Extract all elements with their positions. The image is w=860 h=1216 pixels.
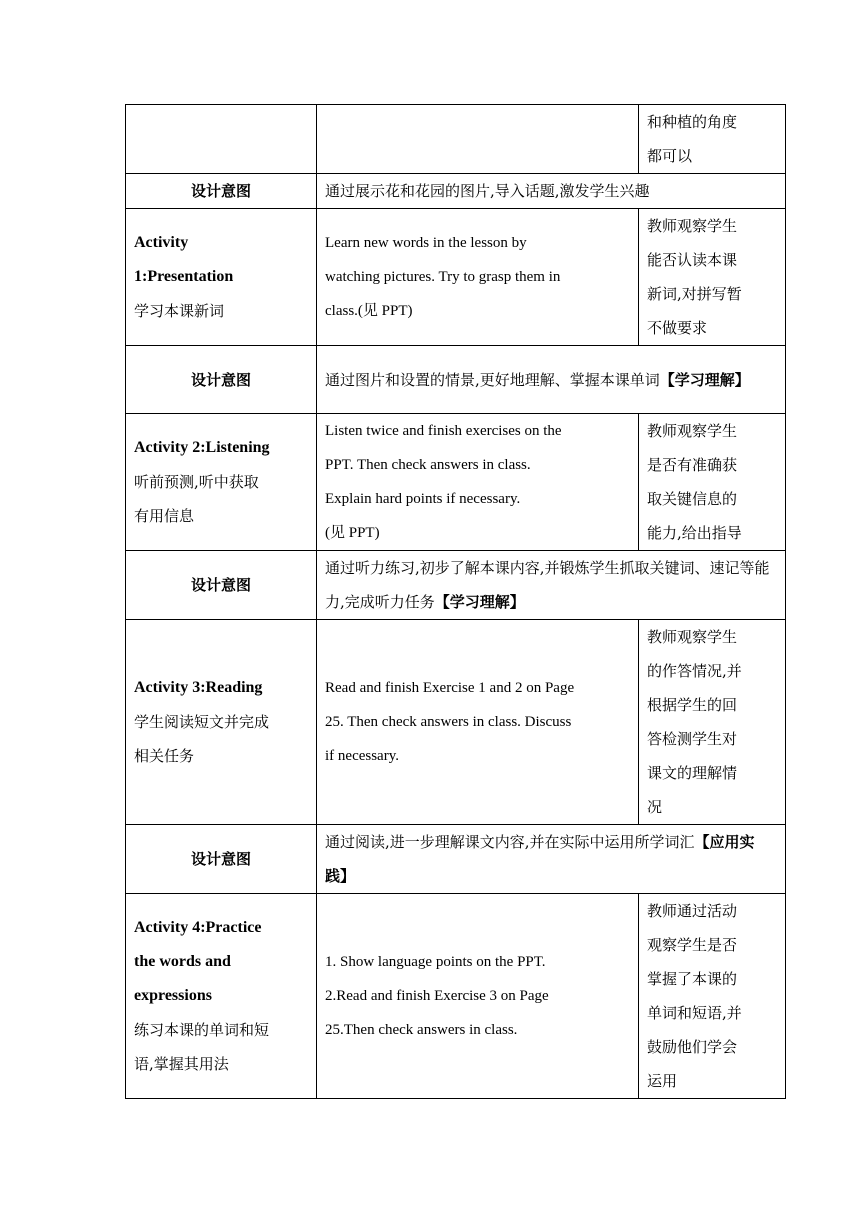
assessment-line: 和种植的角度 <box>647 113 738 131</box>
assessment-line: 课文的理解情 <box>647 764 738 782</box>
activity-title-line: Activity 3:Reading <box>134 679 263 696</box>
procedure-cell <box>317 414 639 551</box>
activity-desc-line: 学生阅读短文并完成 <box>134 713 270 731</box>
procedure-cell <box>317 209 639 346</box>
assessment-line: 观察学生是否 <box>647 936 738 954</box>
assessment-line: 答检测学生对 <box>647 730 738 748</box>
activity-cell <box>126 105 317 174</box>
design-intent-tag: 【应用实践】 <box>325 833 755 885</box>
activity-desc-line: 学习本课新词 <box>134 302 225 320</box>
procedure-line: Learn new words in the lesson by <box>325 235 527 251</box>
design-intent-label: 设计意图 <box>126 551 317 620</box>
procedure-line: if necessary. <box>325 748 399 764</box>
procedure-cell <box>317 620 639 825</box>
table-row <box>126 174 786 209</box>
activity-title-line: the words and <box>134 953 231 970</box>
activity-desc-line: 听前预测,听中获取 <box>134 473 259 491</box>
assessment-line: 运用 <box>647 1072 678 1090</box>
table-row <box>126 551 786 620</box>
assessment-line: 教师观察学生 <box>647 422 738 440</box>
design-intent-text <box>317 551 786 620</box>
assessment-cell <box>639 620 786 825</box>
assessment-line: 不做要求 <box>647 319 708 337</box>
assessment-line: 教师观察学生 <box>647 628 738 646</box>
procedure-line: 25. Then check answers in class. Discuss <box>325 714 572 730</box>
activity-cell <box>126 894 317 1099</box>
assessment-line: 况 <box>647 798 663 816</box>
procedure-cell <box>317 894 639 1099</box>
table-row <box>126 825 786 894</box>
assessment-line: 都可以 <box>647 147 693 165</box>
design-intent-tag: 【学习理解】 <box>434 593 525 611</box>
design-intent-text <box>317 346 786 414</box>
procedure-line: 2.Read and finish Exercise 3 on Page <box>325 988 549 1004</box>
procedure-line: Listen twice and finish exercises on the <box>325 423 562 439</box>
activity-cell <box>126 620 317 825</box>
assessment-line: 教师观察学生 <box>647 217 738 235</box>
activity-desc-line: 有用信息 <box>134 507 195 525</box>
table-row <box>126 894 786 1099</box>
procedure-line: 1. Show language points on the PPT. <box>325 954 546 970</box>
table-row <box>126 346 786 414</box>
activity-desc-line: 语,掌握其用法 <box>134 1055 229 1073</box>
activity-cell <box>126 414 317 551</box>
assessment-line: 能力,给出指导 <box>647 524 742 542</box>
design-intent-tag: 【学习理解】 <box>659 370 750 389</box>
activity-title-line: expressions <box>134 987 212 1004</box>
design-intent-label: 设计意图 <box>126 825 317 894</box>
assessment-cell <box>639 414 786 551</box>
procedure-line: Explain hard points if necessary. <box>325 491 521 507</box>
design-intent-text <box>317 825 786 894</box>
assessment-line: 根据学生的回 <box>647 696 738 714</box>
activity-desc-line: 练习本课的单词和短 <box>134 1021 270 1039</box>
assessment-cell <box>639 105 786 174</box>
table-row <box>126 105 786 174</box>
design-intent-body: 通过图片和设置的情景,更好地理解、掌握本课单词 <box>325 370 660 389</box>
table-row <box>126 414 786 551</box>
activity-title-line: Activity <box>134 234 189 251</box>
activity-title-line: Activity 4:Practice <box>134 919 262 936</box>
procedure-line: class.(见 PPT) <box>325 303 413 319</box>
table-row <box>126 620 786 825</box>
lesson-plan-body <box>126 105 786 1099</box>
assessment-line: 掌握了本课的 <box>647 970 738 988</box>
assessment-line: 教师通过活动 <box>647 902 738 920</box>
activity-desc-line: 相关任务 <box>134 747 195 765</box>
assessment-line: 鼓励他们学会 <box>647 1038 738 1056</box>
design-intent-body: 通过展示花和花园的图片,导入话题,激发学生兴趣 <box>325 182 650 200</box>
design-intent-label: 设计意图 <box>126 346 317 414</box>
design-intent-text <box>317 174 786 209</box>
design-intent-body: 通过听力练习,初步了解本课内容,并锻炼学生抓取关键词、速记等能力,完成听力任务 <box>325 559 770 611</box>
activity-title-line: 1:Presentation <box>134 268 234 285</box>
procedure-line: (见 PPT) <box>325 525 380 541</box>
activity-title-line: Activity 2:Listening <box>134 439 270 456</box>
procedure-line: Read and finish Exercise 1 and 2 on Page <box>325 680 575 696</box>
procedure-line: watching pictures. Try to grasp them in <box>325 269 561 285</box>
procedure-cell <box>317 105 639 174</box>
assessment-line: 是否有准确获 <box>647 456 738 474</box>
design-intent-label: 设计意图 <box>126 174 317 209</box>
activity-cell <box>126 209 317 346</box>
assessment-cell <box>639 209 786 346</box>
assessment-line: 单词和短语,并 <box>647 1004 742 1022</box>
design-intent-body: 通过阅读,进一步理解课文内容,并在实际中运用所学词汇 <box>325 833 695 851</box>
lesson-plan-table <box>125 104 786 1099</box>
assessment-line: 新词,对拼写暂 <box>647 285 742 303</box>
assessment-line: 的作答情况,并 <box>647 662 742 680</box>
assessment-line: 能否认读本课 <box>647 251 738 269</box>
table-row <box>126 209 786 346</box>
assessment-cell <box>639 894 786 1099</box>
procedure-line: 25.Then check answers in class. <box>325 1022 518 1038</box>
assessment-line: 取关键信息的 <box>647 490 738 508</box>
procedure-line: PPT. Then check answers in class. <box>325 457 531 473</box>
